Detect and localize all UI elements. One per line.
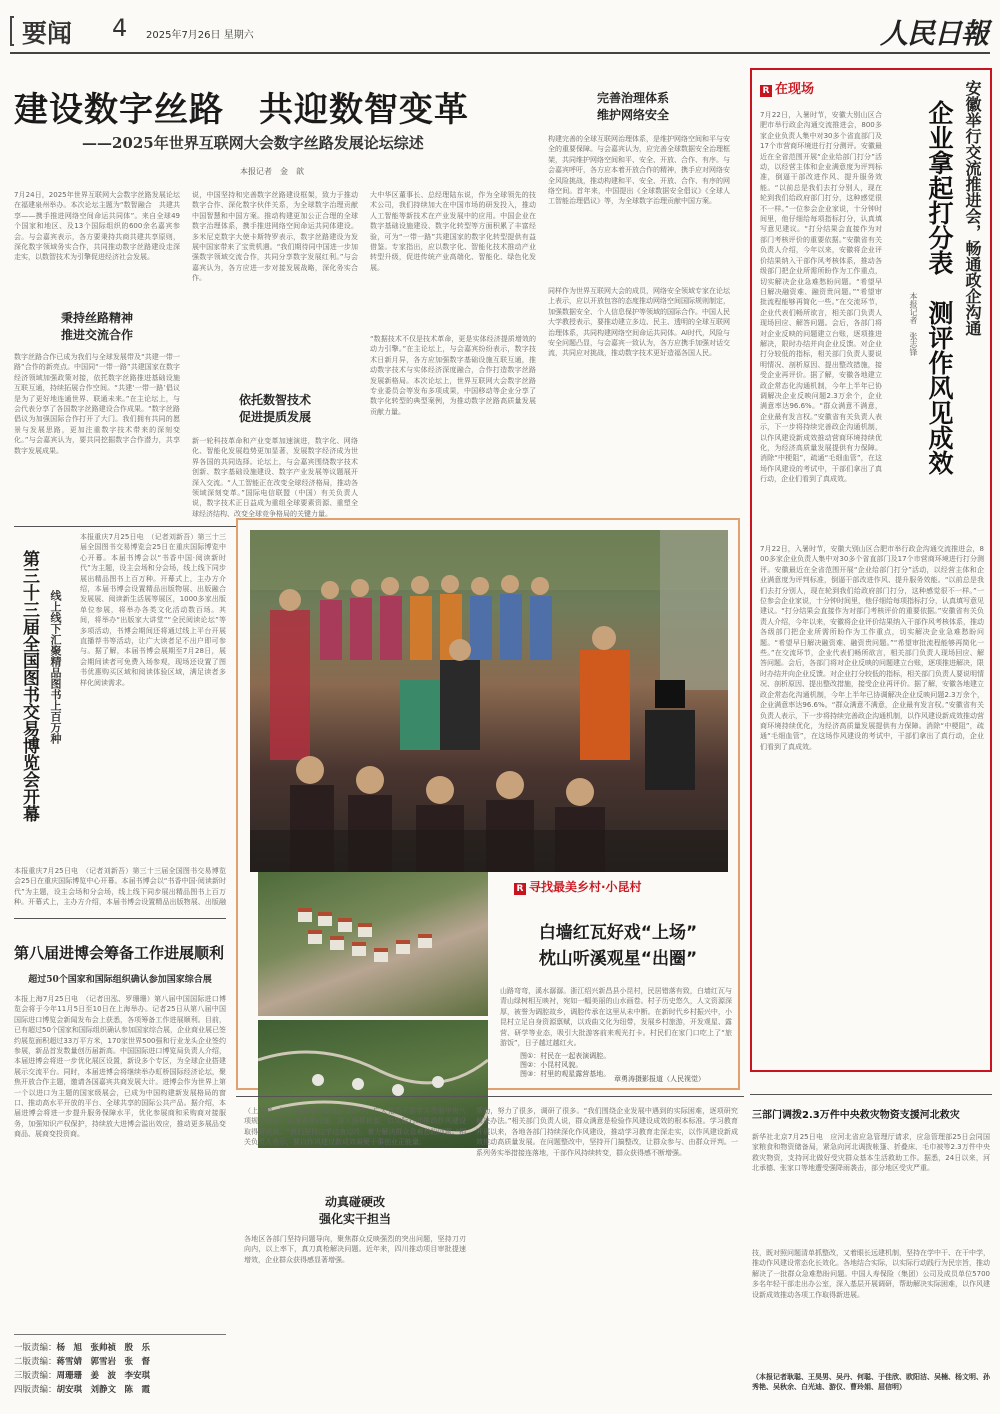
village-kicker-text: 寻找最美乡村·小昆村 bbox=[529, 880, 642, 894]
expo-subtitle: 超过50个国家和国际组织确认参加国家综合展 bbox=[28, 975, 212, 985]
expo-body: 本报上海7月25日电 （记者田泓、罗珊珊）第八届中国国际进口博览会将于今年11月5日至10日在上海举办。记者25日从第八届中国国际进口博览会新闻发布会上获悉，各项筹备工作进展顺利。目前，已有超过50个国家和国际组织确认参加国家综合展，企业商业展已签约展览面积超过33万平方米，170家世界500强和行业龙头企业签约参展，新品首发数量创历届新高。中国国际进口博览局负责人介绍，本届进博会将进一步优化展区设置，新设多个专区，为全球企业搭建展示交流平台。同时，本届进博会将继续举办虹桥国际经济论坛，聚焦开放合作主题，邀请各国嘉宾共商发展大计。进博会作为世界上第一个以进口为主题的国家级展会，已成为中国构建新发展格局的窗口、推动高水平开放的平台、全球共享的国际公共产品。据介绍，本届进博会将进一步提升服务保障水平，优化参展商和采购商对接服务，加强知识产权保护，持续放大进博会溢出效应，推动更多展品变商品、展商变投资商。 bbox=[14, 995, 226, 1139]
rule-bottom-right bbox=[750, 1094, 992, 1095]
header-rule bbox=[10, 52, 990, 54]
lead-col3-para1: 大中华区董事长、总经理陆东说，作为全球领先的技术公司，我们持续加大在中国市场的研发投入，推动人工智能等新技术在产业发展中的应用。中国企业在数字基础设施建设、数字化转型等方面积累了丰富经验，可为“一带一路”共建国家的数字化转型提供有益借鉴。专家指出，应以数字化、智能化技术推动产业转型升级，促进传统产业高端化、智能化、绿色化发展。 bbox=[370, 191, 536, 272]
editor-row bbox=[14, 1369, 226, 1383]
lead-col1-para1: 7月24日，2025年世界互联网大会数字丝路发展论坛在福建泉州举办。本次论坛主题为“数智融合 共建共享——携手推进网络空间命运共同体”。来自全球49个国家和地区、及13个国际组织的600余名嘉宾参会。与会嘉宾表示，各方要秉持共商共建共享原则，深化数字领域务实合作，共同推动数字丝路建设走深走实，以数智技术为引擎促进经济社会发展。 bbox=[14, 191, 180, 262]
village-caption: 图②：小昆村风貌。 bbox=[520, 1061, 583, 1069]
village-title-line1: 白墙红瓦好戏“上场” bbox=[538, 923, 698, 943]
photo-credit: 章勇涛摄影报道（人民视觉） bbox=[614, 1075, 705, 1083]
lead-title: 建设数字丝路 共迎数智变革 bbox=[14, 90, 469, 130]
book-fair-body-bottom: 本报重庆7月25日电 （记者刘新吾）第三十三届全国图书交易博览会25日在重庆国际博览中心开幕。本届书博会以“书香中国·阅读新时代”为主题，设主会场和分会场，线上线下同步展出精品图书上百万种。开幕式上，主办方介绍，本届书博会设置精品出版物展、出版融 bbox=[14, 867, 226, 906]
bottom-reporters: （本报记者耿聪、王昊男、吴丹、何聪、于佳欣、欧阳洁、吴楠、杨文明、孙秀艳、吴秋余、白光迪、游仪、曹玲娟、屈信明） bbox=[752, 1373, 990, 1392]
newspaper-logo: 人民日報 bbox=[879, 17, 988, 50]
flood-body: 新华社北京7月25日电 应河北省应急管理厅请求，应急管理部25日会同国家粮食和物资储备局，紧急向河北调拨帐篷、折叠床、毛巾被等2.3万件中央救灾物资，支持河北做好受灾群众基本生活救助工作。据悉，24日以来，河北承德、张家口等地遭受强降雨袭击，部分地区受灾严重。 bbox=[752, 1133, 990, 1173]
rule-expo bbox=[14, 918, 226, 919]
lead-byline: 本报记者 金 歆 bbox=[240, 167, 304, 176]
lead-subtitle: ——2025年世界互联网大会数字丝路发展论坛综述 bbox=[82, 134, 424, 152]
village-title bbox=[500, 920, 736, 972]
bottom-col3: 技，既对照问题清单抓整改，又着眼长远建机制，坚持在学中干、在干中学，推动作风建设常态化长效化。各地结合实际，以实际行动践行为民宗旨，推动解决了一批群众急难愁盼问题。中国人寿保险（集团）公司及成员单位5700多名年轻干部走出办公室，深入基层开展调研，帮助解决实际困难，以作风建设新成效推动各项工作取得新进展。 bbox=[752, 1249, 990, 1299]
subhead-3-line2: 维护网络安全 bbox=[596, 108, 669, 122]
book-fair-subtitle: 线上线下汇聚精品图书上百万种 bbox=[49, 590, 62, 744]
village-body: 山路弯弯，溪水潺潺。浙江绍兴新昌县小昆村，民居错落有致，白墙红瓦与青山绿树相互映衬，宛如一幅美丽的山水画卷。村子历史悠久，人文资源深厚，被誉为调腔故乡，调腔传承在这里从未中断。在新时代乡村振兴中，小昆村立足自身资源禀赋，以戏曲文化为纽带，发展乡村旅游，开发观星、露营、研学等业态，吸引大批游客前来观光打卡。村民们在家门口吃上了“旅游饭”，日子越过越红火。 bbox=[500, 987, 732, 1048]
lead-col2-para1: 说，中国坚持和完善数字丝路建设框架，致力于推动数字合作、深化数字伙伴关系，为全球数字治理贡献中国智慧和中国方案。推动构建更加公正合理的全球数字治理体系，携手推进网络空间命运共同体建设。多米尼克数字大使卡斯特罗表示，数字丝路建设为发展中国家带来了宝贵机遇。“我们期待同中国进一步加强数字领域交流合作，共同分享数字发展红利。”与会嘉宾认为，各方应进一步对接发展战略，深化务实合作。 bbox=[192, 191, 358, 283]
feature-title-main: 安徽举行交流推进会，畅通政企沟通 bbox=[963, 80, 982, 336]
editor-row-label: 四版责编： bbox=[14, 1385, 57, 1395]
editor-row bbox=[14, 1383, 226, 1397]
editor-row-names: 蒋雪婧 郭雪岩 张 督 bbox=[56, 1357, 151, 1367]
photo-village-aerial bbox=[258, 872, 488, 1016]
photo-feature-box bbox=[236, 518, 740, 1090]
rule-bottom bbox=[236, 1096, 744, 1097]
subhead-3-line1: 完善治理体系 bbox=[596, 91, 669, 105]
lead-col3-para2: “数据技术不仅是技术革命，更是实体经济提质增效的动力引擎。”在主论坛上，与会嘉宾纷纷表示，数字技术日新月异，各方应加强数字基础设施互联互通，推动数字技术与实体经济深度融合，合作打造数字丝路发展新格局。本次论坛上，世界互联网大会数字丝路专业委员会等发布多项成果，中国移动等企业分享了数字化转型的典型案例，为推动数字丝路高质量发展贡献力量。 bbox=[370, 335, 536, 416]
feature-body-bottom: 7月22日，入暑时节，安徽大别山区合肥市举行政企沟通交流推进会，800多家企业负责人集中对30多个省直部门及17个市营商环境进行打分测评。安徽最近在全省范围开展“企业给部门打分”活动，以经营主体和企业满意度为评判标准，倒逼干部改进作风、提升服务效能。“以前总是我们去打分别人，现在轮到我们给政府部门打分，这种感觉很不一样。”一位参会企业家说，十分钟时间里，他仔细给每项指标打分，认真填写意见建议。“打分结果会直接作为对部门考核评价的重要依据。”安徽省有关负责人介绍，今年以来，安徽将企业评价结果纳入干部作风考核体系，推动各级部门把企业所需所盼作为工作重点，切实解决企业急难愁盼问题。“希望早日解决融资难、融资贵问题。”“希望审批流程能够再简化一些。”在交流环节，企业代表们畅所欲言，相关部门负责人现场回应、解答问题。会后，各部门将对企业反映的问题建立台账，逐项推进解决，限时办结并向企业反馈。对企业打分较低的指标，相关部门负责人要说明情况、剖析原因、提出整改措施，接受企业再评价。据了解，安徽各地建立政企常态化沟通机制，今年上半年已协调解决企业反映问题2.3万余个，企业满意率达96.6%。“群众满意不满意，企业最有发言权。”安徽省有关负责人表示，下一步将持续完善政企沟通机制，以作风建设新成效推动营商环境持续优化，为经济高质量发展提供有力保障。消除“中梗阻”，疏通“毛细血管”，在这场作风建设的考试中，干部们拿出了真行动，企业们看到了真成效。 bbox=[760, 545, 984, 751]
editor-row-label: 二版责编： bbox=[14, 1357, 57, 1367]
bottom-col1-b: 各地区各部门坚持问题导向，聚焦群众反映强烈的突出问题，坚持刀刃向内，以上率下，真刀真枪解决问题。近年来，四川推动项目审批提速增效，企业群众获得感显著增强。 bbox=[244, 1235, 466, 1264]
editors-box bbox=[14, 1334, 226, 1400]
bottom-subhead-line2: 强化实干担当 bbox=[318, 1212, 391, 1226]
lead-col2-para2: 新一轮科技革命和产业变革加速演进，数字化、网络化、智能化发展趋势更加显著，发展数字经济成为世界各国的共同选择。论坛上，与会嘉宾围绕数字技术创新、数字基础设施建设、数字产业发展等议题展开深入交流。“人工智能正在改变全球经济格局，推动各领域深刻变革。”国际电信联盟（中国）有关负责人说，数字技术正日益成为重组全球要素资源、重塑全球经济结构、改变全球竞争格局的关键力量。 bbox=[192, 437, 358, 518]
section-bracket bbox=[10, 16, 14, 46]
expo-title: 第八届进博会筹备工作进展顺利 bbox=[14, 944, 225, 962]
section-name: 要闻 bbox=[22, 19, 73, 48]
book-fair-title: 第三十三届全国图书交易博览会开幕 bbox=[19, 550, 39, 822]
editor-row-names: 杨 旭 张帅祯 殷 乐 bbox=[56, 1343, 151, 1353]
lead-subhead-1 bbox=[14, 310, 180, 344]
opera-photo-art bbox=[250, 530, 728, 872]
editor-row bbox=[14, 1341, 226, 1355]
village-caption: 图③：村里的观星露营基地。 bbox=[520, 1070, 611, 1078]
book-fair-body-top: 本报重庆7月25日电 （记者刘新吾）第三十三届全国图书交易博览会25日在重庆国际博览中心开幕。本届书博会以“书香中国·阅读新时代”为主题，设主会场和分会场，线上线下同步展出精品图书上百万种。开幕式上，主办方介绍，本届书博会设置精品出版物展、出版融合发展展、阅读新生活展等展区，1000多家出版单位参展，将举办各类文化活动数百场。其间，将举办“出版家大讲堂”“全民阅读论坛”等多项活动，书博会期间还将通过线上平台开展直播荐书等活动，让广大读者足不出户即可参与。据了解，本届书博会展期至7月28日，展会期间读者可免费入场参观，现场还设置了图书优惠购买区域和阅读体验区域，满足读者多样化阅读需求。 bbox=[80, 533, 226, 687]
subhead-1-line2: 推进交流合作 bbox=[60, 328, 133, 342]
issue-date: 2025年7月26日 星期六 bbox=[146, 30, 254, 41]
village-photo-art bbox=[258, 872, 488, 1016]
lead-subhead-3 bbox=[548, 90, 718, 124]
feature-kicker bbox=[760, 78, 814, 97]
page-number: 4 bbox=[112, 14, 128, 42]
lead-col4-para2: 同样作为世界互联网大会的成员，网络安全领域专家在论坛上表示，应以开放包容的态度推动网络空间国际规则制定，加强数据安全、个人信息保护等领域的国际合作。中国人民大学教授表示，要推动建立多边、民主、透明的全球互联网治理体系，共同构建网络空间命运共同体。AI时代，风险与安全问题凸显，与会嘉宾一致认为，各方应携手加强对话交流，共同应对挑战，推动数字技术更好造福各国人民。 bbox=[548, 287, 730, 358]
lead-subhead-2 bbox=[192, 392, 358, 426]
village-title-line2: 枕山听溪观星“出圈” bbox=[538, 949, 698, 969]
page-header bbox=[10, 14, 990, 48]
feature-body-top: 7月22日，入暑时节，安徽大别山区合肥市举行政企沟通交流推进会，800多家企业负责人集中对30多个省直部门及17个市营商环境进行打分测评。安徽最近在全省范围开展“企业给部门打分”活动，以经营主体和企业满意度为评判标准，倒逼干部改进作风、提升服务效能。“以前总是我们去打分别人，现在轮到我们给政府部门打分，这种感觉很不一样。”一位参会企业家说，十分钟时间里，他仔细给每项指标打分，认真填写意见建议。“打分结果会直接作为对部门考核评价的重要依据。”安徽省有关负责人介绍，今年以来，安徽将企业评价结果纳入干部作风考核体系，推动各级部门把企业所需所盼作为工作重点，切实解决企业急难愁盼问题。“希望早日解决融资难、融资贵问题。”“希望审批流程能够再简化一些。”在交流环节，企业代表们畅所欲言，相关部门负责人现场回应、解答问题。会后，各部门将对企业反映的问题建立台账，逐项推进解决，限时办结并向企业反馈。对企业打分较低的指标，相关部门负责人要说明情况、剖析原因、提出整改措施，接受企业再评价。据了解，安徽各地建立政企常态化沟通机制，今年上半年已协调解决企业反映问题2.3万余个，企业满意率达96.6%。“群众满意不满意，企业最有发言权。”安徽省有关负责人表示，下一步将持续完善政企沟通机制，以作风建设新成效推动营商环境持续优化，为经济高质量发展提供有力保障。消除“中梗阻”，疏通“毛细血管”，在这场作风建设的考试中，干部们拿出了真行动，企业们看到了真成效。 bbox=[760, 111, 882, 484]
bottom-subhead-line1: 动真碰硬改 bbox=[324, 1195, 385, 1209]
lead-col4-para1: 构建完善的全球互联网治理体系，是维护网络空间和平与安全的重要保障。与会嘉宾认为，应完善全球数据安全治理框架，共同维护网络空间和平、安全、开放、合作、有序。与会嘉宾呼吁，各方应本着开放合作的精神，携手应对网络安全风险挑战，推动构建和平、安全、开放、合作、有序的网络空间。首年来，中国提出《全球数据安全倡议》《全球人工智能治理倡议》等，为全球数字治理贡献中国方案。 bbox=[548, 135, 730, 206]
editor-row-label: 一版责编： bbox=[14, 1343, 57, 1353]
bottom-subhead bbox=[244, 1194, 466, 1228]
editor-row-names: 胡安琪 刘静文 陈 霞 bbox=[56, 1385, 151, 1395]
subhead-2-line1: 依托数智技术 bbox=[238, 393, 311, 407]
kicker-text: 在现场 bbox=[775, 82, 815, 97]
editor-row-names: 周珊珊 姜 波 李安琪 bbox=[56, 1371, 151, 1381]
feature-title-sub: 企业拿起打分表 测评作风见成效 bbox=[925, 100, 954, 475]
village-caption: 图①：村民在一起表演调腔。 bbox=[520, 1052, 611, 1060]
flood-title: 三部门调拨2.3万件中央救灾物资支援河北救灾 bbox=[752, 1110, 960, 1121]
village-kicker bbox=[514, 878, 642, 895]
right-feature-box bbox=[750, 68, 992, 1072]
bottom-col1: （上接第一版）开展作风建设的活动中，广大党员干部学习贯彻中央八项规定精神，认真查摆问题、深入剖析根源，以实际行动推动作风建设取得新成效。“我们坚持边学边查边改，着力解决群众急难愁盼问题。”相关负责人表示，要以作风建设新成效凝聚干事创业正能量。 bbox=[244, 1107, 466, 1147]
lead-col1-para2: 数字丝路合作已成为我们与全球发展带及“共建一带一路”合作的新亮点。中国同“一带一路”共建国家在数字经济领域加强政策对接，依托数字丝路推进基础设施互联互通，持续拓展合作空间。“共建‘一带一路’倡议是为了更好地连通世界、联通未来。”在主论坛上，与会代表分享了各国数字丝路建设合作成果。“数字丝路倡议为加强国际合作打开了大门。我们拥有共同的愿景与发展思路，更加注重数字技术带来的深刻变化。”与会嘉宾认为，要共同挖掘数字合作潜力，共享数字发展成果。 bbox=[14, 353, 180, 455]
editor-row bbox=[14, 1355, 226, 1369]
photo-opera-performance bbox=[250, 530, 728, 872]
village-badge-icon: R bbox=[514, 883, 526, 895]
feature-byline: 本报记者 张志锋 bbox=[909, 292, 918, 356]
bottom-col2: 帮助，努力了很多，调研了很多。“我们围绕企业发展中遇到的实际困难，逐项研究解决办法。”相关部门负责人说，群众满意是检验作风建设成效的根本标准。学习教育开展以来，各地各部门持续深化作风建设，推动学习教育走深走实，以作风建设新成效推动高质量发展。在问题整改中，坚持开门搞整改，让群众参与、由群众评判。一系列务实举措接连落地，干部作风持续转变，群众获得感不断增强。 bbox=[476, 1107, 738, 1157]
subhead-2-line2: 促进提质发展 bbox=[238, 410, 311, 424]
editor-row-label: 三版责编： bbox=[14, 1371, 57, 1381]
kicker-badge-icon: R bbox=[760, 85, 772, 97]
subhead-1-line1: 秉持丝路精神 bbox=[60, 311, 133, 325]
